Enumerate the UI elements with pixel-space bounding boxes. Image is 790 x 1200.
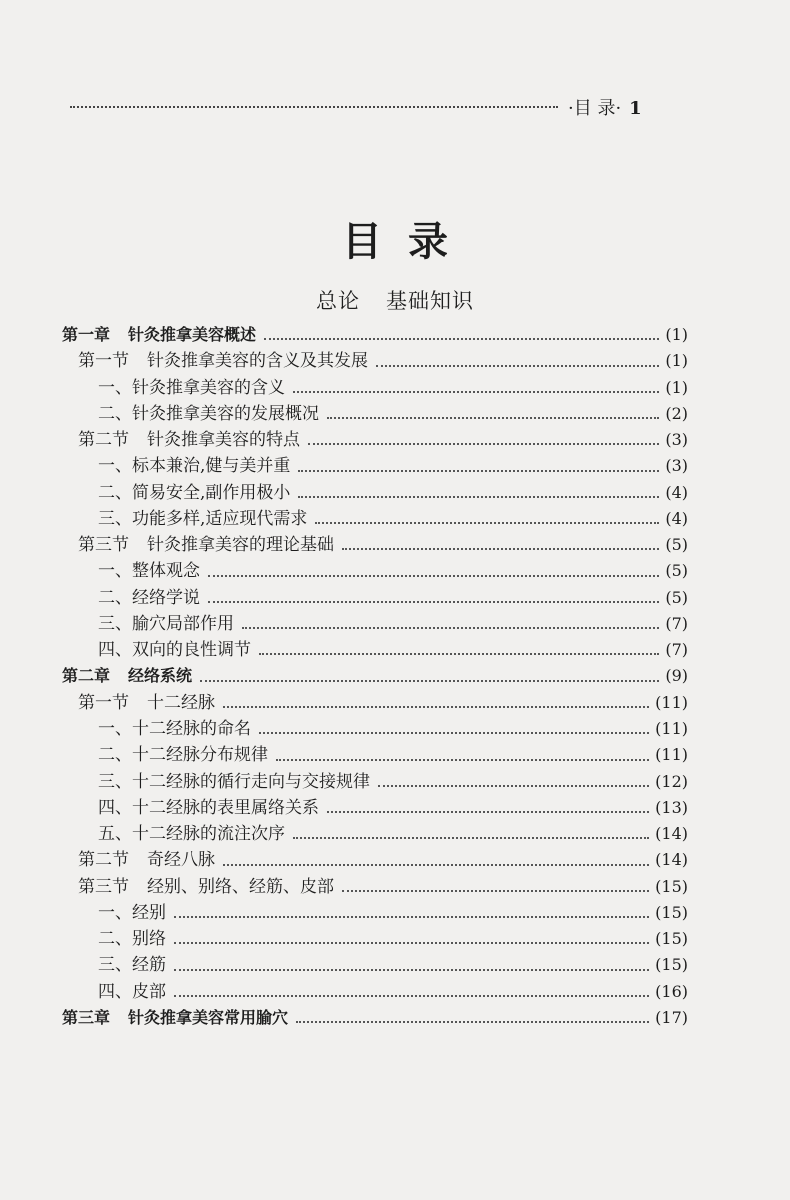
- toc-entry-subsection[interactable]: [60, 480, 688, 506]
- toc-entry-section[interactable]: [60, 427, 688, 453]
- toc-entry-chapter[interactable]: [60, 1005, 688, 1031]
- toc-page-number: (4): [665, 482, 688, 502]
- toc-page-number: (7): [665, 613, 688, 633]
- toc-entry-title: 奇经八脉: [147, 850, 215, 871]
- header-dotted-rule: [70, 106, 558, 108]
- toc-page-number: (14): [655, 850, 688, 870]
- toc-dot-leader: [296, 1021, 649, 1023]
- toc-entry-title: 一、标本兼治,健与美并重: [98, 456, 291, 477]
- toc-entry-number: 第三节: [78, 535, 129, 556]
- toc-entry-title: 二、经络学说: [98, 587, 200, 608]
- toc-entry-chapter[interactable]: [60, 322, 688, 348]
- toc-dot-leader: [208, 575, 659, 577]
- toc-dot-leader: [293, 837, 649, 839]
- toc-entry-chapter[interactable]: [60, 663, 688, 689]
- toc-entry-section[interactable]: [60, 847, 688, 873]
- toc-page-number: (16): [655, 981, 688, 1001]
- toc-dot-leader: [174, 995, 649, 997]
- toc-entry-title: 一、整体观念: [98, 561, 200, 582]
- toc-entry-title: 一、十二经脉的命名: [98, 718, 251, 739]
- page-title: 目录: [342, 218, 474, 265]
- toc-page-number: (5): [665, 587, 688, 607]
- toc-entry-title: 四、双向的良性调节: [98, 640, 251, 661]
- toc-dot-leader: [264, 338, 659, 340]
- toc-dot-leader: [223, 706, 649, 708]
- toc-entry-section[interactable]: [60, 690, 688, 716]
- toc-entry-subsection[interactable]: [60, 769, 688, 795]
- toc-dot-leader: [298, 470, 659, 472]
- toc-page-number: (5): [665, 535, 688, 555]
- toc-dot-leader: [315, 522, 659, 524]
- running-title: ·目 录·: [568, 98, 622, 119]
- toc-dot-leader: [376, 365, 659, 367]
- toc-dot-leader: [327, 811, 649, 813]
- part-heading-left: 总论: [316, 289, 360, 313]
- toc-page-number: (7): [665, 640, 688, 660]
- toc-dot-leader: [259, 732, 649, 734]
- toc-dot-leader: [378, 785, 649, 787]
- toc-page-number: (2): [665, 403, 688, 423]
- toc-page-number: (1): [665, 351, 688, 371]
- toc-entry-title: 五、十二经脉的流注次序: [98, 824, 285, 845]
- toc-page-number: (15): [655, 929, 688, 949]
- toc-dot-leader: [293, 391, 659, 393]
- toc-entry-subsection[interactable]: [60, 585, 688, 611]
- table-of-contents: [60, 322, 688, 1031]
- toc-entry-subsection[interactable]: [60, 558, 688, 584]
- toc-entry-title: 十二经脉: [147, 692, 215, 713]
- toc-entry-subsection[interactable]: [60, 375, 688, 401]
- toc-dot-leader: [200, 680, 659, 682]
- toc-entry-section[interactable]: [60, 874, 688, 900]
- toc-entry-number: 第一节: [78, 692, 129, 713]
- toc-entry-title: 一、针灸推拿美容的含义: [98, 377, 285, 398]
- toc-entry-title: 二、简易安全,副作用极小: [98, 482, 291, 503]
- toc-page-number: (11): [655, 718, 688, 738]
- toc-entry-subsection[interactable]: [60, 952, 688, 978]
- toc-entry-title: 针灸推拿美容的理论基础: [147, 535, 334, 556]
- toc-entry-title: 三、经筋: [98, 955, 166, 976]
- toc-page-number: (15): [655, 876, 688, 896]
- part-heading: [0, 285, 790, 315]
- toc-entry-number: 第二节: [78, 850, 129, 871]
- toc-page-number: (4): [665, 508, 688, 528]
- toc-entry-subsection[interactable]: [60, 716, 688, 742]
- toc-dot-leader: [242, 627, 659, 629]
- toc-entry-title: 二、十二经脉分布规律: [98, 745, 268, 766]
- toc-entry-subsection[interactable]: [60, 742, 688, 768]
- toc-dot-leader: [342, 548, 659, 550]
- toc-entry-subsection[interactable]: [60, 821, 688, 847]
- toc-page-number: (12): [655, 771, 688, 791]
- toc-dot-leader: [174, 942, 649, 944]
- toc-entry-title: 针灸推拿美容概述: [128, 325, 257, 344]
- toc-page-number: (5): [665, 561, 688, 581]
- toc-entry-title: 经别、别络、经筋、皮部: [147, 876, 334, 897]
- toc-page-number: (3): [665, 430, 688, 450]
- toc-dot-leader: [174, 969, 649, 971]
- toc-entry-section[interactable]: [60, 348, 688, 374]
- toc-page-number: (1): [665, 377, 688, 397]
- toc-entry-title: 三、腧穴局部作用: [98, 613, 234, 634]
- toc-entry-title: 针灸推拿美容常用腧穴: [128, 1007, 289, 1027]
- toc-page-number: (15): [655, 955, 688, 975]
- toc-entry-number: 第三章: [62, 1007, 111, 1027]
- running-head: [568, 94, 642, 120]
- toc-entry-subsection[interactable]: [60, 926, 688, 952]
- toc-page-number: (1): [665, 325, 688, 344]
- toc-dot-leader: [259, 653, 659, 655]
- toc-entry-number: 第一章: [62, 325, 111, 344]
- toc-page-number: (17): [655, 1007, 688, 1027]
- toc-dot-leader: [174, 916, 649, 918]
- toc-entry-number: 第一节: [78, 351, 129, 372]
- toc-dot-leader: [276, 759, 649, 761]
- toc-page-number: (13): [655, 797, 688, 817]
- toc-dot-leader: [327, 417, 659, 419]
- toc-entry-subsection[interactable]: [60, 979, 688, 1005]
- toc-page-number: (11): [655, 745, 688, 765]
- toc-entry-title: 二、针灸推拿美容的发展概况: [98, 403, 319, 424]
- toc-entry-subsection[interactable]: [60, 795, 688, 821]
- toc-entry-subsection[interactable]: [60, 506, 688, 532]
- toc-entry-subsection[interactable]: [60, 453, 688, 479]
- toc-entry-subsection[interactable]: [60, 637, 688, 663]
- toc-entry-title: 二、别络: [98, 929, 166, 950]
- toc-dot-leader: [208, 601, 659, 603]
- page-number: 1: [629, 98, 642, 119]
- toc-dot-leader: [298, 496, 659, 498]
- toc-page-number: (9): [665, 666, 688, 686]
- toc-entry-number: 第二节: [78, 430, 129, 451]
- toc-entry-subsection[interactable]: [60, 611, 688, 637]
- toc-entry-title: 针灸推拿美容的含义及其发展: [147, 351, 368, 372]
- toc-dot-leader: [342, 890, 649, 892]
- toc-entry-title: 四、十二经脉的表里属络关系: [98, 797, 319, 818]
- part-heading-right: 基础知识: [386, 289, 474, 313]
- toc-entry-title: 一、经别: [98, 902, 166, 923]
- toc-entry-section[interactable]: [60, 532, 688, 558]
- toc-entry-title: 三、功能多样,适应现代需求: [98, 508, 308, 529]
- toc-entry-subsection[interactable]: [60, 900, 688, 926]
- toc-page-number: (11): [655, 692, 688, 712]
- toc-entry-title: 四、皮部: [98, 981, 166, 1002]
- toc-dot-leader: [308, 443, 659, 445]
- toc-entry-title: 经络系统: [128, 666, 193, 686]
- toc-entry-title: 针灸推拿美容的特点: [147, 430, 300, 451]
- toc-dot-leader: [223, 864, 649, 866]
- toc-page-number: (3): [665, 456, 688, 476]
- toc-page-number: (15): [655, 902, 688, 922]
- toc-entry-number: 第二章: [62, 666, 111, 686]
- toc-entry-title: 三、十二经脉的循行走向与交接规律: [98, 771, 370, 792]
- toc-page-number: (14): [655, 824, 688, 844]
- toc-entry-number: 第三节: [78, 876, 129, 897]
- toc-entry-subsection[interactable]: [60, 401, 688, 427]
